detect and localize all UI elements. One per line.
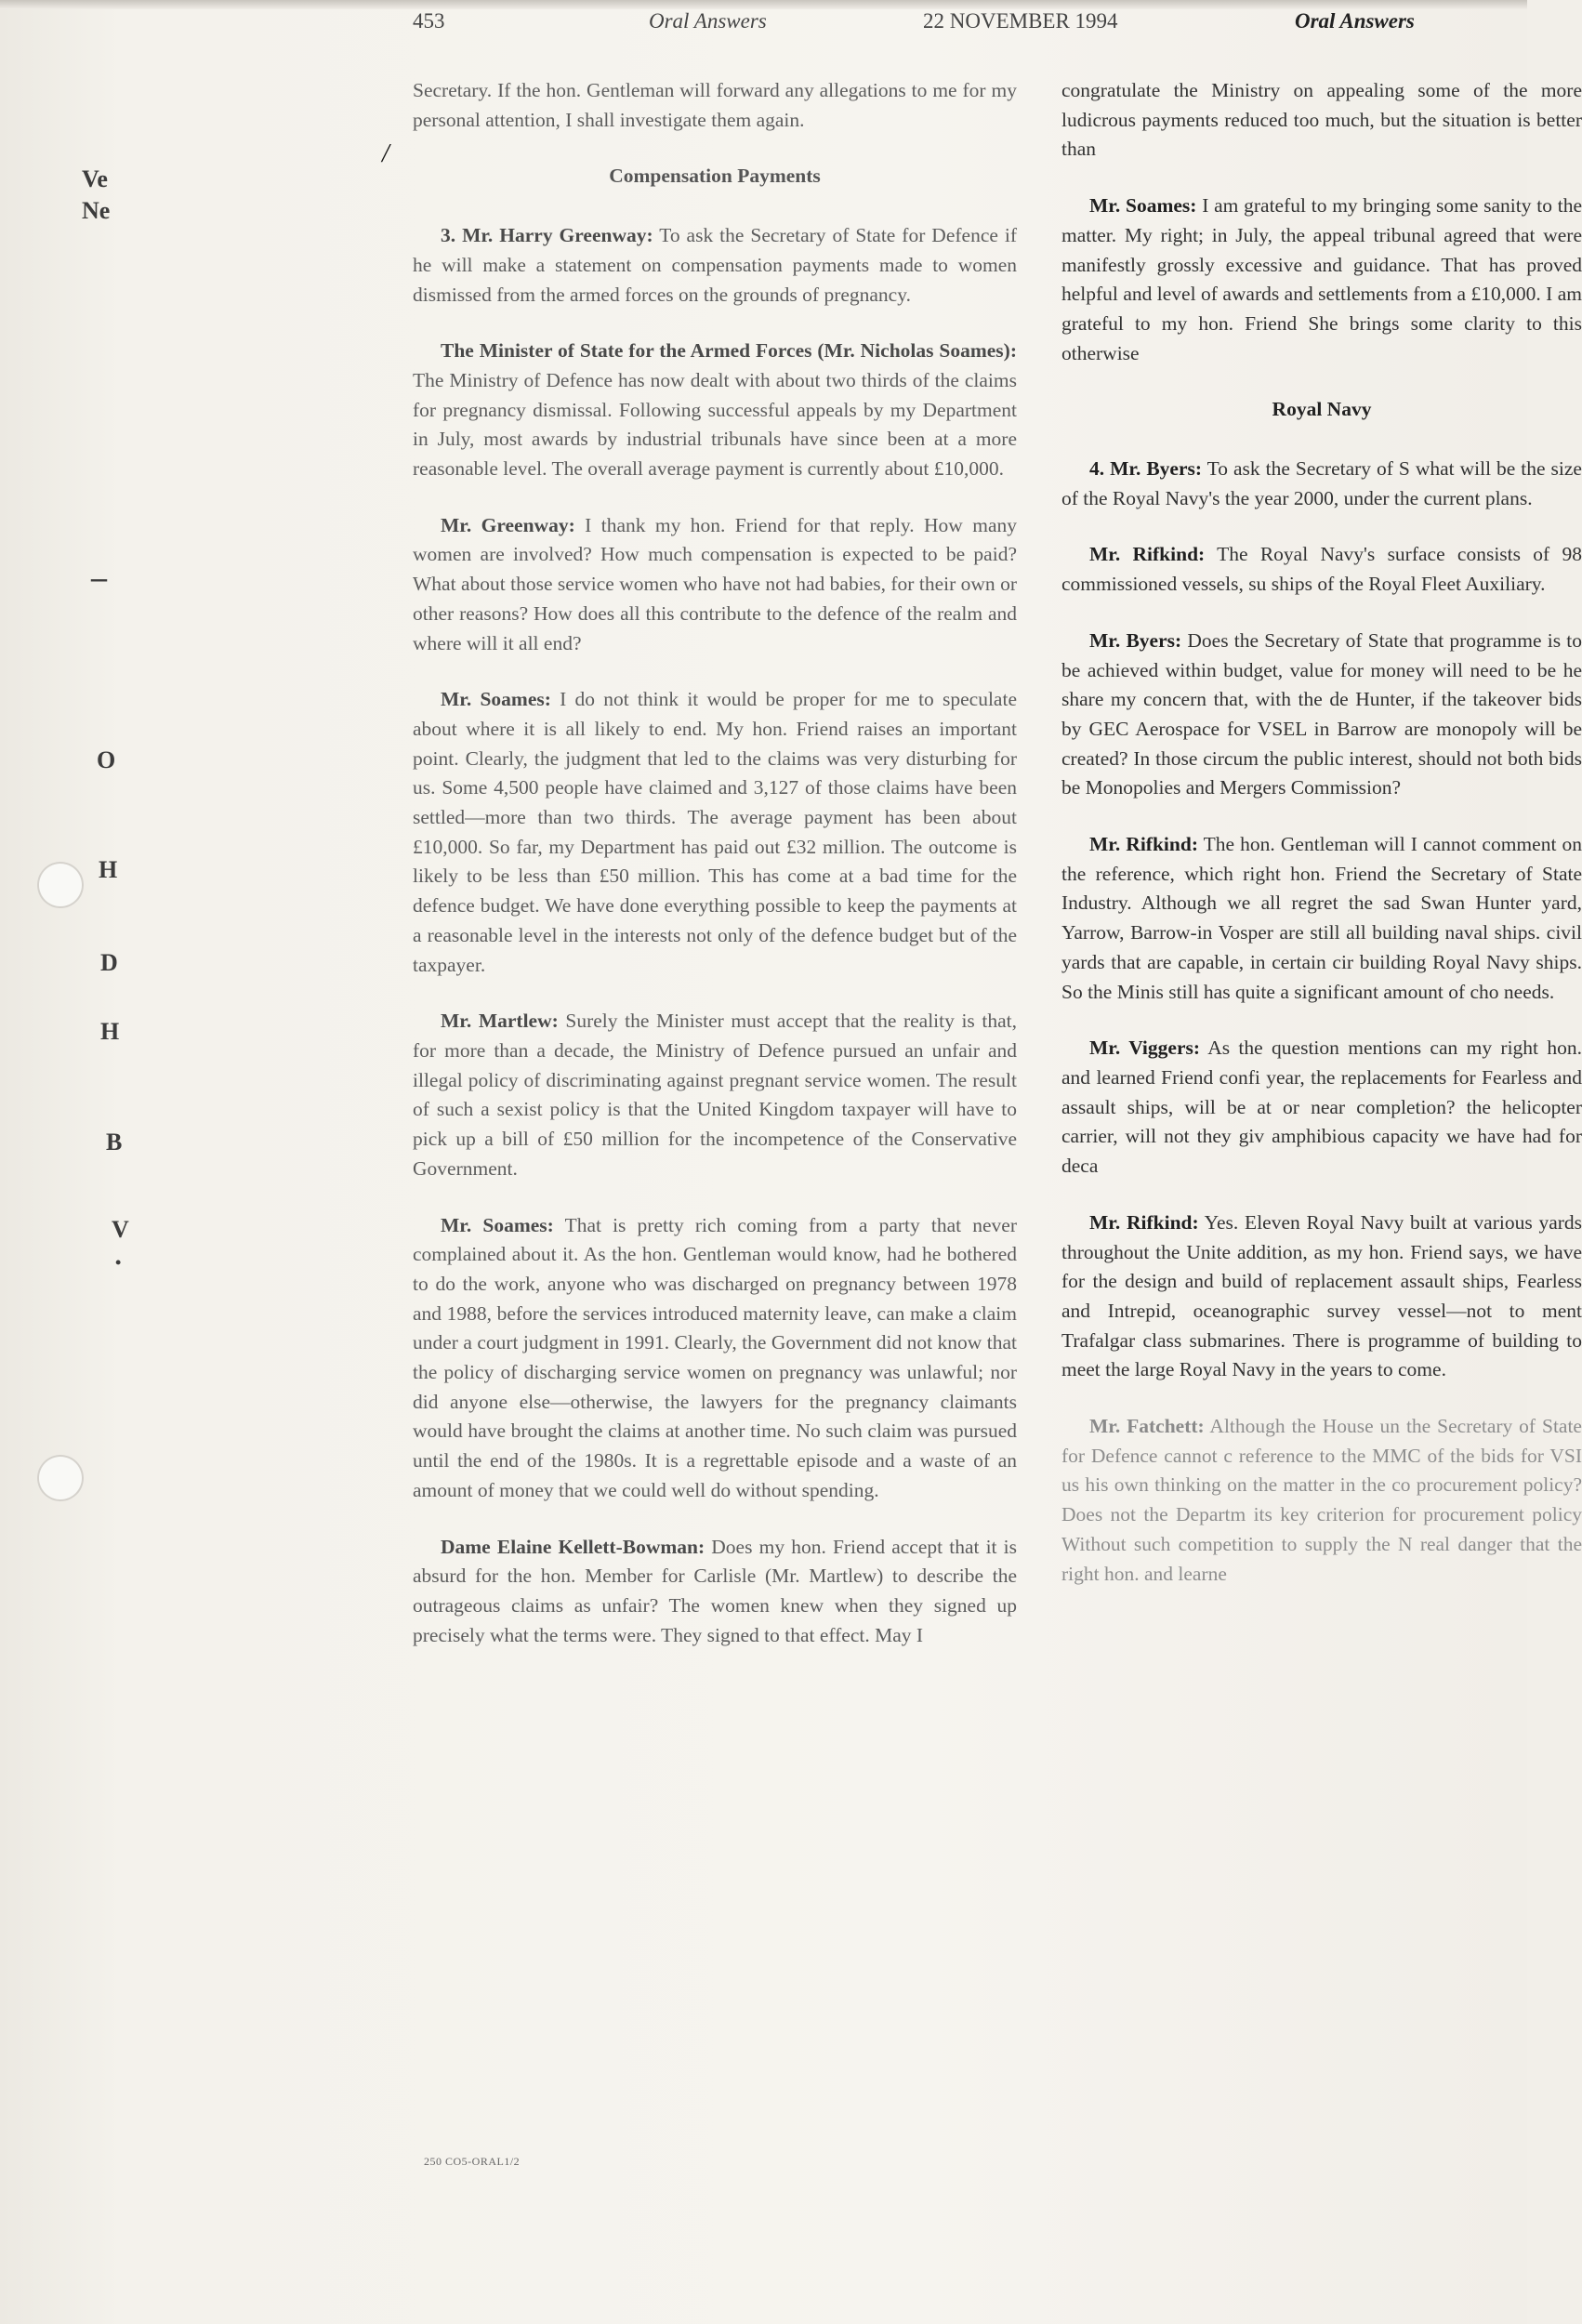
speaker-name: Mr. Viggers: — [1089, 1037, 1201, 1060]
answer-paragraph — [413, 337, 1017, 484]
margin-mark: D — [100, 949, 118, 976]
continued-paragraph: congratulate the Ministry on appealing some of the more ludicrous payments reduced too much, but the situation is better than — [1061, 79, 1582, 161]
speaker-name: Mr. Soames: — [441, 1213, 554, 1236]
margin-mark: O — [97, 746, 116, 773]
speech-text: Does the Secretary of State that programme is to be achieved within budget, value for money will need to be he share my concern that, with the de Hunter, if the takeover bids by GEC Aerospace for VSEL in Barrow are monopoly will be created? In those circum the public interest, should not both bids be Monopolies and Mergers Commission? — [1061, 628, 1582, 799]
right-column — [1061, 76, 1582, 1616]
margin-dot: • — [115, 1253, 122, 1272]
speech-text: Surely the Minister must accept that the reality is that, for more than a decade, the Ministry of Defence pursued an unfair and illegal policy of discriminating against pregnant service women. The result of such a sexist policy is that the United Kingdom taxpayer will have to pick up a bill of £50 million for the incompetence of the Conservative Government. — [413, 1010, 1018, 1180]
answer-paragraph — [1061, 540, 1582, 599]
speaker-name: Mr. Rifkind: — [1089, 543, 1206, 566]
punch-hole — [37, 1455, 84, 1501]
supplementary-paragraph-faded — [1061, 1412, 1582, 1589]
speech-text: That is pretty rich coming from a party that never complained about it. As the hon. Gentleman would know, had he bothered to do the work, anyone who was discharged on pregnancy between 1978 and 1988, before the services introduced maternity leave, can make a claim under a court judgment in 1991. Clearly, the Government did not know that the policy of discharging service women on pregnancy was unlawful; nor did anyone else—otherwise, the lawyers for the pregnancy claimants would have brought the claims at another time. No such claim was pursued until the end of the 1980s. It is a regrettable episode and a waste of an amount of money that we could well do without spending. — [413, 1213, 1017, 1501]
speaker-name: Mr. Soames: — [1089, 194, 1197, 218]
speaker-name: Mr. Fatchett: — [1089, 1415, 1205, 1438]
speaker-name: 3. Mr. Harry Greenway: — [441, 224, 653, 247]
speech-text: The hon. Gentleman will I cannot comment on the reference, which right hon. Friend the Secretary of State Industry. Although we all regret the sad Swan Hunter yard, Yarrow, Barrow-in Vosper are still all building naval ships. civil yards that are capable, in certain cir building Royal Navy ships. So the Minis still has quite a significant amount of cho needs. — [1061, 833, 1582, 1003]
margin-mark: B — [106, 1129, 123, 1155]
speaker-name: Mr. Soames: — [441, 688, 551, 711]
answer-paragraph — [1061, 830, 1582, 1007]
speech-text: The Ministry of Defence has now dealt with about two thirds of the claims for pregnancy dismissal. Following successful appeals by my Department in July, most awards by industrial tribunals have since been at a more reasonable level. The overall average payment is currently about £10,000. — [413, 368, 1017, 481]
margin-mark: H — [100, 1018, 120, 1045]
supplementary-paragraph — [1061, 627, 1582, 803]
speech-text: As the question mentions can my right hon. and learned Friend confi year, the replacements for Fearless and assault ships, will be at or near completion? the helicopter carrier, will not they giv amphibious capacity we have had for deca — [1061, 1037, 1582, 1178]
speech-text: Does my hon. Friend accept that it is absurd for the hon. Member for Carlisle (Mr. Martlew) to describe the outrageous claims as unfair? The women knew when they signed up precisely what the terms were. They signed to that effect. May I — [413, 1535, 1017, 1646]
section-heading-compensation: Compensation Payments — [609, 165, 821, 188]
supplementary-paragraph — [1061, 1034, 1582, 1182]
speaker-name: Mr. Byers: — [1089, 628, 1182, 652]
answer-paragraph — [1061, 191, 1582, 368]
speech-text: Although the House un the Secretary of State for Defence cannot c reference to the MMC of the bids for VSI us his own thinking on the matter in the co procurement policy? Does not the Departm its key criterion for procurement policy Without such competition to supply the N real danger that the right hon. and learne — [1061, 1415, 1582, 1585]
margin-mark: H — [99, 856, 118, 883]
punch-hole — [37, 862, 84, 908]
header-title: Oral Answers — [649, 9, 767, 33]
continued-paragraph: Secretary. If the hon. Gentleman will forward any allegations to me for my personal attention, I shall investigate them again. — [413, 79, 1017, 131]
page-number: 453 — [413, 9, 445, 33]
running-header — [0, 9, 1527, 41]
speaker-name: Mr. Rifkind: — [1089, 833, 1198, 856]
speech-text: To ask the Secretary of S what will be the size of the Royal Navy's the year 2000, under the current plans. — [1061, 457, 1582, 509]
supplementary-paragraph — [413, 511, 1017, 659]
answer-paragraph — [1061, 1208, 1582, 1385]
speech-text: I thank my hon. Friend for that reply. How many women are involved? How much compensation is expected to be paid? What about those service women who have not had babies, for their own or other reasons? How does all this contribute to the defence of the realm and where will it all end? — [413, 513, 1017, 654]
supplementary-paragraph — [413, 1533, 1017, 1651]
page-top-edge — [0, 0, 1527, 9]
question-paragraph — [1061, 455, 1582, 513]
speaker-name: 4. Mr. Byers: — [1089, 457, 1203, 481]
answer-paragraph — [413, 1211, 1017, 1506]
left-column — [413, 76, 1017, 1677]
speaker-name: The Minister of State for the Armed Forces (Mr. Nicholas Soames): — [441, 339, 1017, 363]
supplementary-paragraph — [413, 1007, 1017, 1183]
speech-text: Yes. Eleven Royal Navy built at various yards throughout the Unite addition, as my hon. Friend says, we have for the design and build of replacement assault ships, Fearless and Intrepid, oceanographic survey vessel—not to ment Trafalgar class submarines. There is programme of building to meet the large Royal Navy in the years to come. — [1061, 1210, 1582, 1381]
margin-mark: V — [112, 1216, 129, 1243]
margin-mark: Ne — [82, 197, 111, 224]
speaker-name: Mr. Greenway: — [441, 513, 575, 536]
answer-paragraph — [413, 685, 1017, 980]
header-title-right: Oral Answers — [1295, 9, 1415, 33]
speech-text: I am grateful to my bringing some sanity to the matter. My right; in July, the appeal tribunal agreed that were manifestly grossly excessive and guidance. That has proved helpful and level of awards and settlements from a £10,000. I am grateful to my hon. Friend She brings some clarity to this otherwise — [1061, 194, 1582, 364]
speaker-name: Mr. Rifkind: — [1089, 1210, 1199, 1234]
header-date: 22 NOVEMBER 1994 — [923, 9, 1118, 33]
speech-text: I do not think it would be proper for me to speculate about where it is all likely to end. My hon. Friend raises an important point. Clearly, the judgment that led to the claims was very disturbing for us. Some 4,500 people have claimed and 3,127 of those claims have been settled—more than two thirds. The average payment has been about £10,000. So far, my Department has paid out £32 million. The outcome is likely to be less than £50 million. This has come at a bad time for the defence budget. We have done everything possible to keep the payments at a reasonable level in the interests not only of the defence budget but of the taxpayer. — [413, 688, 1017, 976]
speech-text: To ask the Secretary of State for Defence if he will make a statement on compensation payments made to women dismissed from the armed forces on the grounds of pregnancy. — [413, 224, 1017, 306]
section-heading-royal-navy: Royal Navy — [1272, 398, 1372, 421]
footer-code: 250 CO5-ORAL1/2 — [424, 2155, 521, 2168]
speaker-name: Dame Elaine Kellett-Bowman: — [441, 1535, 705, 1558]
left-margin-tabs — [0, 0, 149, 2324]
margin-dash: – — [91, 561, 107, 595]
margin-mark: Ve — [82, 165, 108, 192]
margin-pen-mark: / — [382, 139, 389, 168]
question-paragraph — [413, 221, 1017, 310]
speech-text: The Royal Navy's surface consists of 98 commissioned vessels, su ships of the Royal Fleet Auxiliary. — [1061, 543, 1582, 596]
speaker-name: Mr. Martlew: — [441, 1010, 559, 1033]
